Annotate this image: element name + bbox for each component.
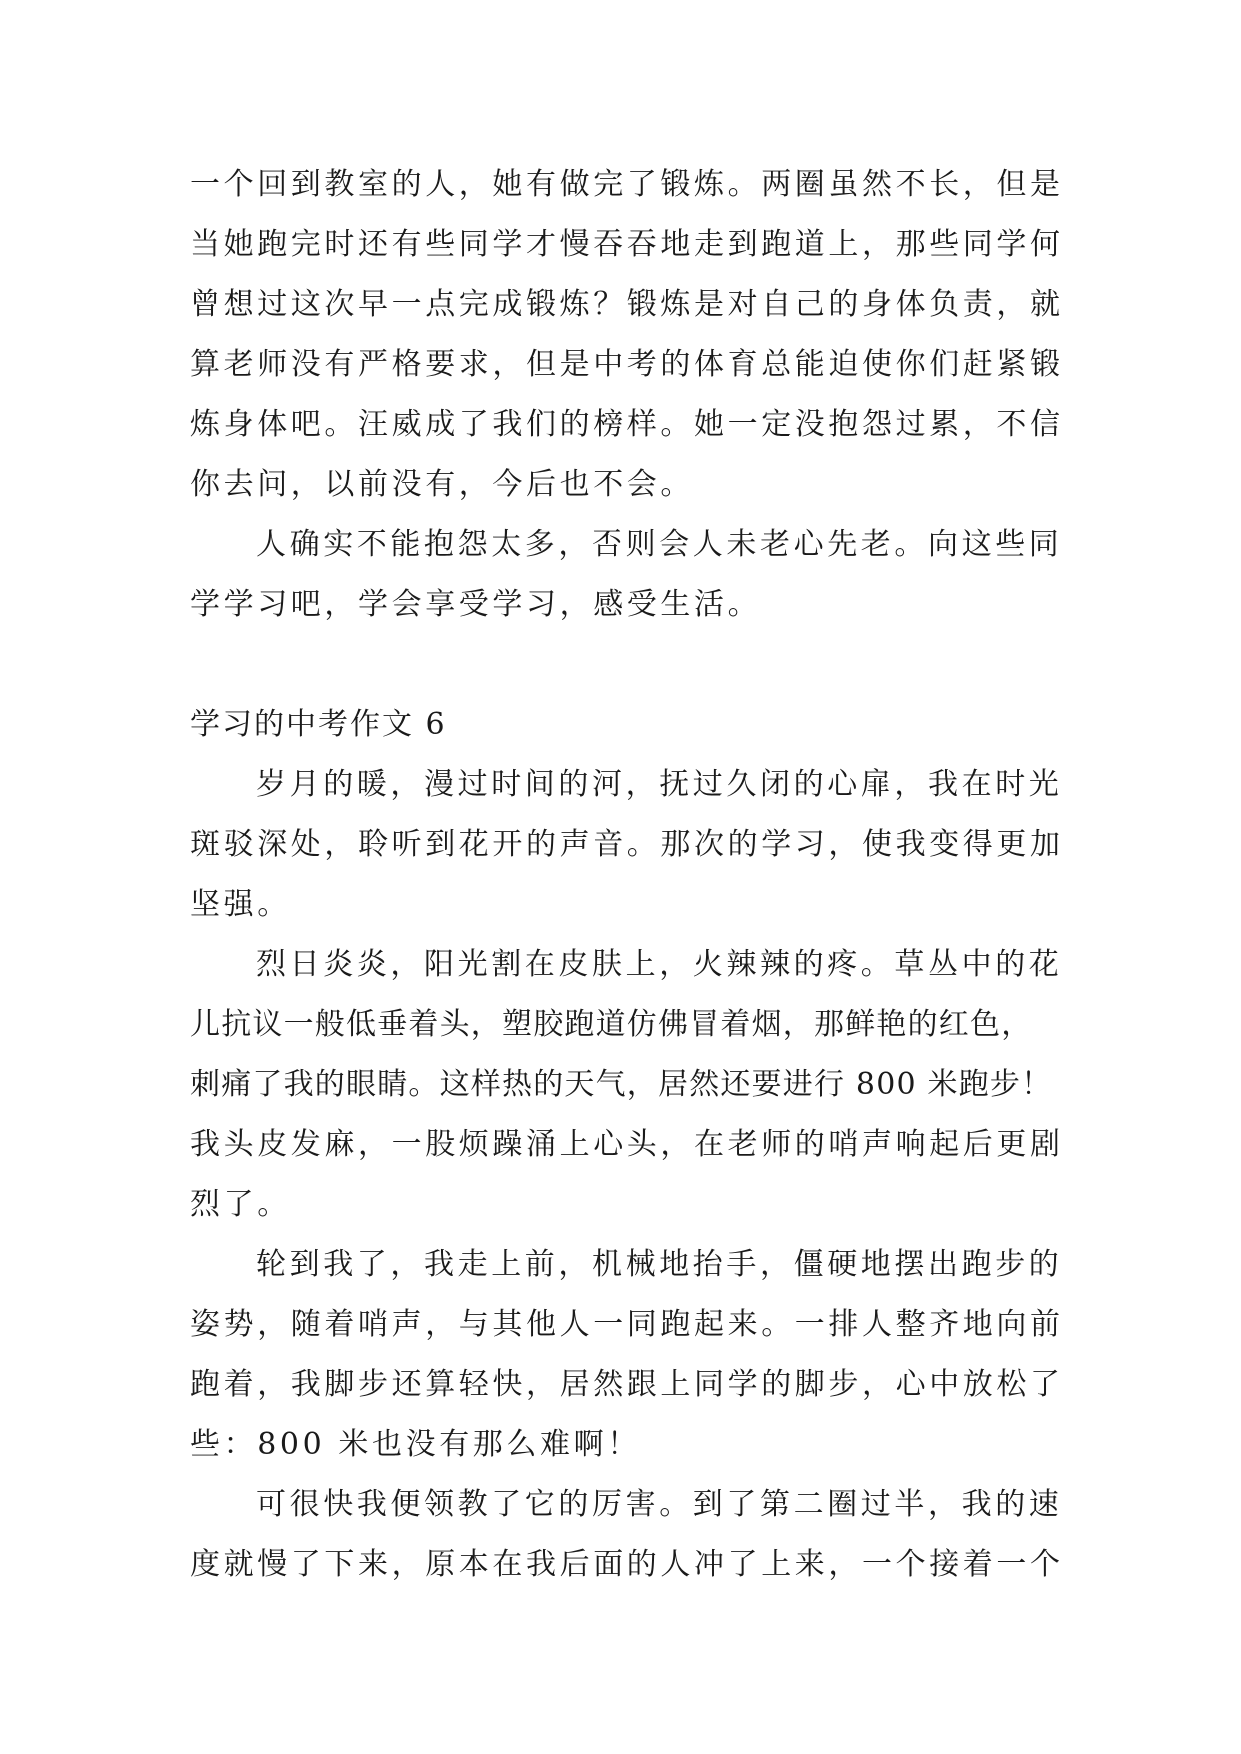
text-line: 当她跑完时还有些同学才慢吞吞地走到跑道上，那些同学何 xyxy=(190,227,1064,262)
text-line: 度就慢了下来，原本在我后面的人冲了上来，一个接着一个 xyxy=(190,1547,1064,1582)
text-line: 一个回到教室的人，她有做完了锻炼。两圈虽然不长，但是 xyxy=(190,167,1064,202)
paragraph xyxy=(190,1475,1064,1595)
text-line: 坚强。 xyxy=(190,887,291,922)
text-line: 可很快我便领教了它的厉害。到了第二圈过半，我的速 xyxy=(256,1487,1063,1522)
paragraph xyxy=(190,1235,1064,1475)
paragraph xyxy=(190,515,1063,635)
text-line: 斑驳深处，聆听到花开的声音。那次的学习，使我变得更加 xyxy=(190,827,1064,862)
text-line: 姿势，随着哨声，与其他人一同跑起来。一排人整齐地向前 xyxy=(190,1307,1064,1342)
text-line: 跑着，我脚步还算轻快，居然跟上同学的脚步，心中放松了 xyxy=(190,1367,1064,1402)
document-body xyxy=(190,155,1064,1595)
text-line: 刺痛了我的眼睛。这样热的天气，居然还要进行 800 米跑步！ xyxy=(190,1067,1053,1102)
paragraph xyxy=(190,935,1064,1235)
text-line: 我头皮发麻，一股烦躁涌上心头，在老师的哨声响起后更剧 xyxy=(190,1127,1064,1162)
text-line: 轮到我了，我走上前，机械地抬手，僵硬地摆出跑步的 xyxy=(256,1247,1063,1282)
section-gap xyxy=(190,635,1050,695)
text-line: 儿抗议一般低垂着头，塑胶跑道仿佛冒着烟，那鲜艳的红色， xyxy=(190,1007,1033,1042)
text-line: 学学习吧，学会享受学习，感受生活。 xyxy=(190,587,762,622)
text-line: 你去问，以前没有，今后也不会。 xyxy=(190,467,694,502)
text-line: 烈了。 xyxy=(190,1187,291,1222)
text-line: 炼身体吧。汪威成了我们的榜样。她一定没抱怨过累，不信 xyxy=(190,407,1064,442)
text-line: 曾想过这次早一点完成锻炼？锻炼是对自己的身体负责，就 xyxy=(190,287,1064,322)
text-line: 岁月的暖，漫过时间的河，抚过久闭的心扉，我在时光 xyxy=(256,767,1063,802)
text-line: 人确实不能抱怨太多，否则会人未老心先老。向这些同 xyxy=(256,527,1063,562)
paragraph xyxy=(190,155,1064,515)
section-title: 学习的中考作文 6 xyxy=(190,707,447,742)
text-line: 些：800 米也没有那么难啊！ xyxy=(190,1427,641,1462)
text-line: 算老师没有严格要求，但是中考的体育总能迫使你们赶紧锻 xyxy=(190,347,1064,382)
text-line: 烈日炎炎，阳光割在皮肤上，火辣辣的疼。草丛中的花 xyxy=(256,947,1063,982)
paragraph xyxy=(190,755,1064,935)
